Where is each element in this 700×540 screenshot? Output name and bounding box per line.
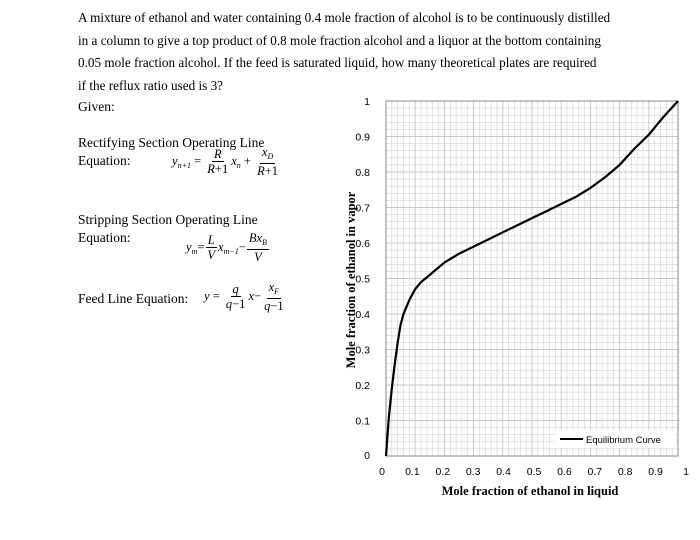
y-tick-label: 0.9 (355, 131, 370, 144)
problem-line: A mixture of ethanol and water containing 0.4 mole fraction of alcohol is to be continuously distilled (78, 10, 611, 25)
x-tick-label: 0.4 (496, 466, 511, 478)
problem-line: if the reflux ratio used is 3? (78, 77, 224, 93)
x-tick-label: 0.5 (526, 466, 542, 478)
rectifying-label-line2: Equation: (78, 152, 131, 168)
y-tick-label: 0.1 (355, 415, 370, 428)
stripping-label-line1: Stripping Section Operating Line (78, 212, 258, 227)
feed-label: Feed Line Equation: (78, 291, 189, 306)
y-axis-label: Mole fraction of ethanol in vapor (344, 191, 358, 369)
legend-label: Equilibrium Curve (586, 435, 661, 446)
x-tick-label: 0.7 (587, 466, 603, 478)
rectifying-equation: $y_{n+1}$ = $\frac{R}{R+1}$ $x_n$ + $\frac{x_D}{R+1}$ (172, 145, 279, 178)
x-tick-label: 0.1 (405, 466, 420, 478)
x-tick-label: 1 (683, 466, 689, 478)
x-tick-label: 0.8 (617, 466, 633, 478)
x-tick-label: 0.3 (465, 466, 481, 478)
y-tick-label: 0.3 (355, 344, 370, 357)
chart-grid (386, 101, 678, 456)
y-tick-label: 0.4 (355, 309, 370, 321)
stripping-equation: $y_m=$ $\frac{L}{V}$ $x_{m-1}-$ $\frac{Bx_B}{V}$ (186, 231, 267, 264)
y-tick-label: 0.6 (355, 238, 370, 250)
x-tick-label: 0 (379, 466, 385, 478)
y-tick-label: 1 (364, 96, 370, 108)
problem-line: in a column to give a top product of 0.8 mole fraction alcohol and a liquor at the bottom containing (78, 32, 601, 48)
y-tick-label: 0.2 (355, 380, 370, 392)
problem-line: 0.05 mole fraction alcohol. If the feed is saturated liquid, how many theoretical plates are required (78, 55, 597, 71)
x-axis-label: Mole fraction of ethanol in liquid (441, 484, 619, 498)
rectifying-label-line1: Rectifying Section Operating Line (78, 135, 265, 150)
y-tick-label: 0.8 (355, 167, 370, 179)
y-tick-label: 0 (364, 450, 370, 462)
y-tick-label: 0.7 (355, 202, 370, 215)
x-tick-labels (379, 466, 689, 478)
stripping-label-line2: Equation: (78, 229, 131, 245)
given-heading: Given: (78, 99, 115, 114)
y-tick-label: 0.5 (355, 273, 370, 286)
x-tick-label: 0.9 (648, 466, 663, 478)
legend (555, 430, 675, 448)
x-tick-label: 0.6 (557, 466, 572, 478)
x-tick-label: 0.2 (435, 466, 451, 478)
feed-equation: y = $\frac{q}{q-1}$ x− $\frac{x_F}{q-1}$ (204, 280, 284, 313)
